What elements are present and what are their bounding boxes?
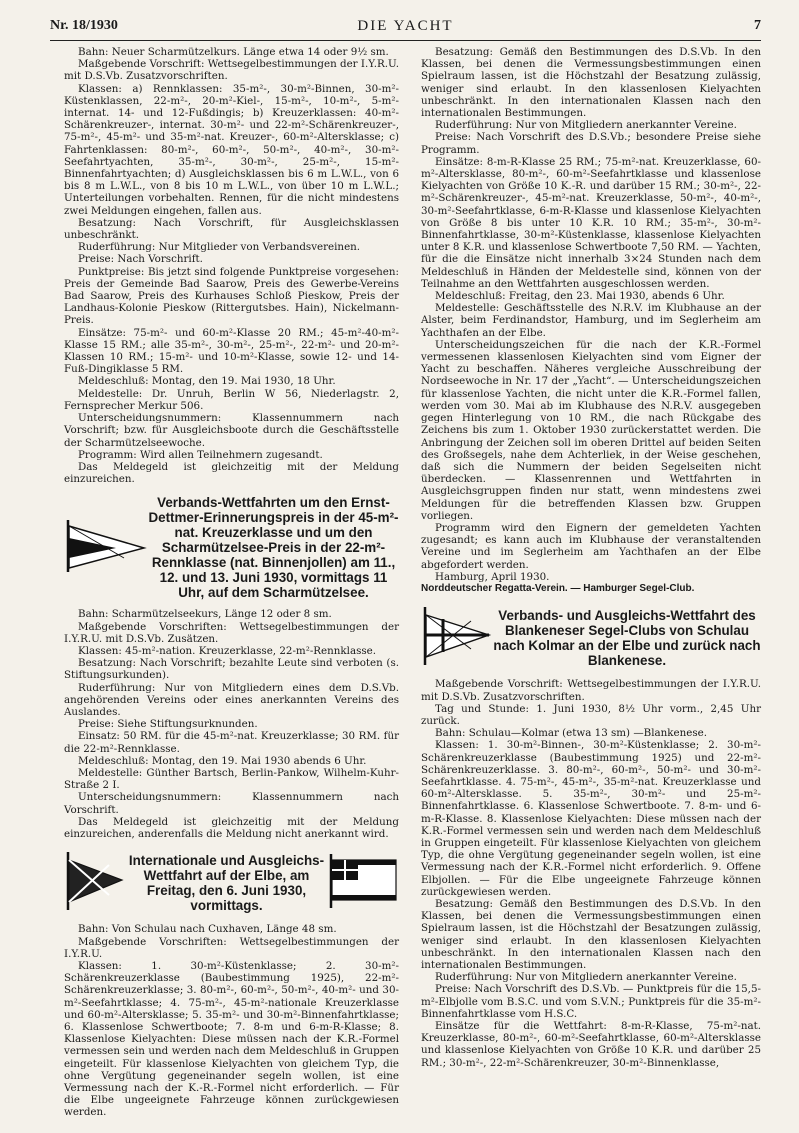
- section-heading-block: [64, 495, 399, 600]
- paragraph: Ruderführung: Nur von Mitgliedern anerkannter Vereine.: [435, 971, 737, 984]
- pennant-flag-icon: [421, 605, 493, 670]
- paragraph: Maßgebende Vorschrift: Wettsegelbestimmungen der I.Y.R.U. mit D.S.Vb. Zusatzvorschriften.: [421, 678, 761, 703]
- paragraph: Tag und Stunde: 1. Juni 1930, 8½ Uhr vorm., 2,45 Uhr zurück.: [421, 702, 761, 727]
- right-column: [421, 46, 761, 1069]
- section-heading: Internationale und Ausgleichs-Wettfahrt auf der Elbe, am Freitag, den 6. Juni 1930, vormittags.: [128, 852, 325, 913]
- paragraph: Maßgebende Vorschriften: Wettsegelbestimmungen der I.Y.R.U.: [64, 935, 399, 960]
- magazine-title: DIE YACHT: [357, 18, 454, 34]
- paragraph: Unterscheidungsnummern: Klassennummern nach Vorschrift; bzw. für Ausgleichsboote durch die Geschäftsstelle der Scharmützelseewoche.: [64, 412, 399, 449]
- left-column: [64, 46, 399, 1119]
- paragraph: Punktpreise: Bis jetzt sind folgende Punktpreise vorgesehen: Preis der Gemeinde Bad Saarow, Preis des Gewerbe-Vereins Bad Saarow, Preis des Kurhauses Schloß Pieskow, Preis der Landhaus-Kolonie Pieskow (Rittergutsbes. Hain), Nickelmann-Preis.: [64, 265, 399, 327]
- paragraph: Preise: Nach Vorschrift.: [78, 253, 203, 266]
- paragraph: Ruderführung: Nur Mitglieder von Verbandsvereinen.: [78, 241, 361, 254]
- ensign-flag-icon: [327, 852, 399, 913]
- paragraph: Klassen: 1. 30-m²-Küstenklasse; 2. 30-m²-Schärenkreuzerklasse (Baubestimmung 1925), 22-m²-Schärenkreuzerklasse; 3. 80-m²-, 60-m²-, 50-m²-, 40-m²- und 30-m²-Seefahrtklasse; 4. 75-m²-, 45-m²-nationale Kreuzerklasse und 60-m²-Altersklasse; 5. 35-m²- und 30-m²-Binnenfahrtklasse; 6. Klassenlose Schwertboote; 7. 8-m und 6-m-R-Klasse; 8. Klassenlose Kielyachten: Diese müssen nach der K.R.-Formel vermessen sein und werden nach dem Meldeschluß in Gruppen eingeteilt. Für klassenlose Kielyachten von gleichem Typ, die ohne Vergütung gegeneinander segeln wollen, ist eine Vermessung nach der K.-R.-Formel nicht erforderlich. — Für die Elbe ungeeignete Fahrzeuge können zurückgewiesen werden.: [64, 959, 399, 1119]
- paragraph: Meldeschluß: Montag, den 19. Mai 1930 abends 6 Uhr.: [78, 754, 367, 767]
- paragraph: Preise: Nach Vorschrift des D.S.Vb. — Punktpreis für die 15,5-m²-Elbjolle vom B.S.C. und vom S.V.N.; Punktpreis für die 35-m²-Binnenfahrtklasse vom H.S.C.: [421, 983, 761, 1020]
- section-heading: Verbands-Wettfahrten um den Ernst-Dettmer-Erinnerungspreis in der 45-m²-nat. Kreuzerklasse und um den Scharmützelsee-Preis in der 22-m²-Rennklasse (nat. Binnenjollen) am 11., 12. und 13. Juni 1930, vormittags 11 Uhr, auf dem Scharmützelsee.: [148, 495, 399, 601]
- page-number: 7: [754, 18, 761, 33]
- paragraph: Besatzung: Gemäß den Bestimmungen des D.S.Vb. In den Klassen, bei denen die Vermessungsbestimmungen einen Spielraum lassen, ist die Höchstzahl der Besatzungen zulässig, weniger sind erlaubt. In den klassenlosen Kielyachten unbeschränkt. In den internationalen Klassen nach den internationalen Bestimmungen.: [421, 898, 761, 972]
- cross-pennant-icon: [64, 850, 126, 915]
- paragraph: Ruderführung: Nur von Mitgliedern eines dem D.S.Vb. angehörenden Vereins oder eines anerkannten Vereins des Auslandes.: [64, 681, 399, 718]
- paragraph: Einsätze: 8-m-R-Klasse 25 RM.; 75-m²-nat. Kreuzerklasse, 60-m²-Altersklasse, 80-m²-, 60-m²-Seefahrtklasse und klassenlose Kielyachten von Größe 10 K.-R. und darüber 15 RM.; 30-m²-, 22-m²-Schärenkreuzer-, 45-m²-nat. Kreuzerklasse, 50-m²-, 40-m²-, 30-m²-Seefahrtklasse, 6-m-R-Klasse und klassenlose Kielyachten von Größe 8 bis unter 10 K.R. 10 RM.; 35-m²-, 30-m²-Binnenfahrtklasse, 30-m²-Küstenklasse, klassenlose Kielyachten unter 8 K.R. und klassenlose Schwertboote 7,50 RM. — Yachten, für die die Einsätze nicht innerhalb 3×24 Stunden nach dem Meldeschluß in Händen der Meldestelle sind, können von der Teilnahme an den Wettfahrten ausgeschlossen werden.: [421, 155, 761, 290]
- section-heading: Verbands- und Ausgleichs-Wettfahrt des Blankeneser Segel-Clubs von Schulau nach Kolmar an der Elbe und zurück nach Blankenese.: [493, 607, 761, 668]
- dateline: Hamburg, April 1930.: [435, 570, 550, 583]
- paragraph: Bahn: Neuer Scharmützelkurs. Länge etwa 14 oder 9½ sm.: [78, 46, 389, 58]
- paragraph: Einsatz: 50 RM. für die 45-m²-nat. Kreuzerklasse; 30 RM. für die 22-m²-Rennklasse.: [64, 730, 399, 755]
- paragraph: Meldestelle: Dr. Unruh, Berlin W 56, Niederlagstr. 2, Fernsprecher Merkur 506.: [64, 387, 399, 412]
- paragraph: Meldeschluß: Montag, den 19. Mai 1930, 18 Uhr.: [78, 375, 336, 388]
- paragraph: Klassen: 1. 30-m²-Binnen-, 30-m²-Küstenklasse; 2. 30-m²-Schärenkreuzerklasse (Baubestimmung 1925) und 22-m²-Schärenkreuzerklasse. 3. 80-m²-, 60-m²-, 50-m²- und 30-m²-Seefahrtklasse. 4. 75-m²-, 45-m²-, 35-m²-nat. Kreuzerklasse und 60-m²-Altersklasse. 5. 35-m²-, 30-m²- und 25-m²-Binnenfahrtklasse. 6. Klassenlose Schwertboote. 7. 8-m- und 6-m-R-Klasse. 8. Klassenlose Kielyachten: Diese müssen nach der K.R.-Formel vermessen sein und werden nach dem Meldeschluß in Gruppen eingeteilt. Für klassenlose Kielyachten von gleichem Typ, die ohne Vergütung gegeneinander segeln wollen, ist eine Vermessung nach der K.R.-Formel nicht erforderlich. 9. Offene Elbjollen. — Für die Elbe ungeeignete Fahrzeuge können zurückgewiesen werden.: [421, 739, 761, 898]
- paragraph: Besatzung: Gemäß den Bestimmungen des D.S.Vb. In den Klassen, bei denen die Vermessungsbestimmungen einen Spielraum lassen, ist die Höchstzahl der Besatzung zulässig, weniger sind erlaubt. In den klassenlosen Kielyachten unbeschränkt. In den internationalen Klassen nach den internationalen Bestimmungen.: [421, 46, 761, 120]
- paragraph: Bahn: Von Schulau nach Cuxhaven, Länge 48 sm.: [78, 923, 337, 936]
- club-signature: Norddeutscher Regatta-Verein. — Hamburger Segel-Club.: [421, 582, 695, 594]
- paragraph: Meldestelle: Günther Bartsch, Berlin-Pankow, Wilhelm-Kuhr-Straße 2 I.: [64, 766, 399, 792]
- paragraph: Klassen: 45-m²-nation. Kreuzerklasse, 22-m²-Rennklasse.: [78, 644, 377, 657]
- paragraph: Einsätze für die Wettfahrt: 8-m-R-Klasse, 75-m²-nat. Kreuzerklasse, 80-m²-, 60-m²-Seefahrtklasse, 60-m²-Altersklasse und klassenlose Kielyachten von Größe 10 K.R. und darüber 25 RM.; 30-m²-, 22-m²-Schärenkreuzer, 30-m²-Binnenklasse,: [421, 1020, 761, 1069]
- running-header: [50, 18, 761, 38]
- paragraph: Programm: Wird allen Teilnehmern zugesandt.: [78, 448, 323, 461]
- paragraph: Das Meldegeld ist gleichzeitig mit der Meldung einzureichen.: [64, 460, 399, 486]
- paragraph: Unterscheidungszeichen für die nach der K.R.-Formel vermessenen klassenlosen Kielyachten sind vom Eigner der Yacht zu beschaffen. Näheres vergleiche Ausschreibung der Nordseewoche in Nr. 17 der „Yacht“. — Unterscheidungszeichen für klassenlose Yachten, die nicht unter die K.R.-Formel fallen, werden vom 30. Mai ab im Klubhause des N.R.V. ausgegeben gegen Hinterlegung von 10 RM., die nach Rückgabe des Zeichens bis zum 1. Oktober 1930 zurückerstattet werden. Die Anbringung der Zeichen soll im oberen Drittel auf beiden Seiten des Großsegels, nahe dem Achterliek, in der Weise geschehen, daß sich die Nummern der beiden Segelseiten nicht überdecken. — Klassenrennen und Wettfahrten in Ausgleichsgruppen finden nur statt, wenn mindestens zwei Meldungen für die betreffenden Klassen bzw. Gruppen vorliegen.: [421, 338, 761, 522]
- paragraph: Besatzung: Nach Vorschrift; bezahlte Leute sind verboten (s. Stiftungsurkunden).: [64, 657, 399, 682]
- paragraph: Maßgebende Vorschrift: Wettsegelbestimmungen der I.Y.R.U. mit D.S.Vb. Zusatzvorschriften.: [64, 58, 399, 83]
- paragraph: Bahn: Scharmützelseekurs, Länge 12 oder 8 sm.: [78, 608, 332, 621]
- section-heading-block: [64, 850, 399, 915]
- issue-number: Nr. 18/1930: [50, 18, 118, 33]
- paragraph: Preise: Siehe Stiftungsurknunden.: [78, 718, 258, 731]
- paragraph: Preise: Nach Vorschrift des D.S.Vb.; besondere Preise siehe Programm.: [421, 131, 761, 156]
- paragraph: Bahn: Schulau—Kolmar (etwa 13 sm) —Blankenese.: [435, 727, 707, 740]
- paragraph: Meldeschluß: Freitag, den 23. Mai 1930, abends 6 Uhr.: [435, 290, 725, 303]
- paragraph: Maßgebende Vorschriften: Wettsegelbestimmungen der I.Y.R.U. mit D.S.Vb. Zusätzen.: [64, 620, 399, 645]
- paragraph: Programm wird den Eignern der gemeldeten Yachten zugesandt; es kann auch im Klubhause der veranstaltenden Vereine und im Seglerheim am Yachthafen an der Elbe abgefordert werden.: [421, 521, 761, 571]
- paragraph: Unterscheidungsnummern: Klassennummern nach Vorschrift.: [64, 791, 399, 816]
- section-heading-block: [421, 605, 761, 670]
- paragraph: Klassen: a) Rennklassen: 35-m²-, 30-m²-Binnen, 30-m²-Küstenklassen, 22-m²-, 20-m²-Kiel-, 15-m²-, 10-m²-, 5-m²-internat. 14- und 12-Fußdingis; b) Kreuzerklassen: 40-m²-Schärenkreuzer-, internat. 30-m²- und 22-m²-Schärenkreuzer-, 75-m²-, 45-m²- und 35-m²-nat. Kreuzer-, 60-m²-Altersklasse; c) Fahrtenklassen: 80-m²-, 60-m²-, 50-m²-, 40-m²-, 30-m²-Seefahrtyachten, 35-m²-, 30-m²-, 25-m²-, 15-m²-Binnenfahrtyachten; d) Ausgleichsklassen bis 6 m L.W.L., von 6 bis 8 m L.W.L., von 8 bis 10 m L.W.L., von über 10 m L.W.L.; Unterteilungen vorbehalten. Rennen, für die nicht mindestens zwei Meldungen eingehen, fallen aus.: [64, 82, 399, 217]
- paragraph: Einsätze: 75-m²- und 60-m²-Klasse 20 RM.; 45-m²-40-m²-Klasse 15 RM.; alle 35-m²-, 30-m²-, 25-m²-, 22-m²- und 20-m²-Klassen 10 RM.; 15-m²- und 10-m²-Klasse, sowie 12- und 14-Fuß-Dingiklasse 5 RM.: [64, 326, 399, 376]
- paragraph: Meldestelle: Geschäftsstelle des N.R.V. im Klubhause an der Alster, beim Ferdinandstor, Hamburg, und im Seglerheim am Yachthafen an der Elbe.: [421, 302, 761, 339]
- paragraph: Das Meldegeld ist gleichzeitig mit der Meldung einzureichen, anderenfalls die Meldung nicht anerkannt wird.: [64, 815, 399, 840]
- paragraph: Besatzung: Nach Vorschrift, für Ausgleichsklassen unbeschränkt.: [64, 216, 399, 242]
- header-rule: [50, 40, 761, 41]
- pennant-flag-icon: [64, 518, 148, 577]
- paragraph: Ruderführung: Nur von Mitgliedern anerkannter Vereine.: [435, 119, 737, 132]
